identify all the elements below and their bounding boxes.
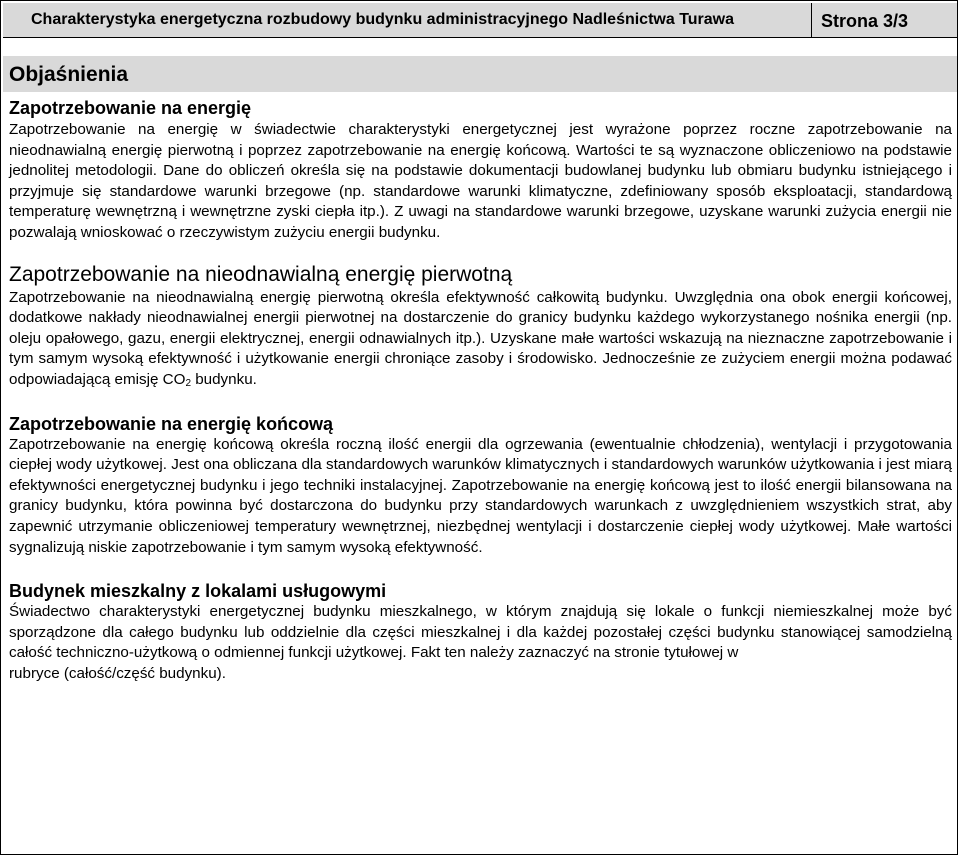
paragraph-energy-demand: Zapotrzebowanie na energię w świadectwie charakterystyki energetycznej jest wyrażone poprzez roczne zapotrzebowanie na nieodnawialną energię pierwotną i poprzez zapotrzebowanie na energię końcową. Wartości te są wyznaczone obliczeniowo na podstawie jednolitej metodologii. Dane do obliczeń określa się na podstawie dokumentacji budowlanej budynku lub obmiaru budynku istniejącego i przyjmuje się standardowe warunki brzegowe (np. standardowe warunki klimatyczne, zdefiniowany sposób eksploatacji, standardową temperaturę wewnętrzną i wewnętrzne zyski ciepła itp.). Z uwagi na standardowe warunki brzegowe, uzyskane warunki zużycia energii nie pozwalają wnioskować o rzeczywistym zużyciu energii budynku. <box>9 121 952 241</box>
section-band <box>3 56 957 92</box>
document-title: Charakterystyka energetyczna rozbudowy budynku administracyjnego Nadleśnictwa Turawa <box>31 11 735 28</box>
band-title: Objaśnienia <box>9 63 129 86</box>
page-header <box>3 3 957 38</box>
heading-energy-demand: Zapotrzebowanie na energię <box>9 98 252 118</box>
header-divider <box>811 3 812 37</box>
heading-mixed-use-building: Budynek mieszkalny z lokalami usługowymi <box>9 581 387 602</box>
paragraph-primary-energy <box>9 288 952 391</box>
paragraph-final-energy: Zapotrzebowanie na energię końcową określa roczną ilość energii dla ogrzewania (ewentualnie chłodzenia), wentylacji i przygotowania ciepłej wody użytkowej. Jest ona obliczana dla standardowych warunków klimatycznych i standardowych warunków użytkowania i jest miarą efektywności energetycznej budynku i jego techniki instalacyjnej. Zapotrzebowanie na energię końcową jest to ilość energii bilansowana na granicy budynku, która powinna być dostarczona do budynku przy standardowych warunkach z uwzględnieniem wszystkich strat, aby zapewnić utrzymanie obliczeniowej temperatury wewnętrznej, niezbędnej wentylacji i dostarczenie ciepłej wody użytkowej. Małe wartości sygnalizują niskie zapotrzebowanie i tym samym wysoką efektywność. <box>9 435 952 556</box>
co2-subscript: 2 <box>185 377 191 389</box>
heading-primary-energy: Zapotrzebowanie na nieodnawialną energię pierwotną <box>9 262 513 286</box>
paragraph-mixed-use-text: Świadectwo charakterystyki energetycznej budynku mieszkalnego, w którym znajdują się lokale o funkcji niemieszkalnej może być sporządzone dla całego budynku lub oddzielnie dla części mieszkalnej i dla każdej pozostałej części budynku stanowiącej samodzielną całość techniczno-użytkową o odmiennej funkcji użytkowej. Fakt ten należy zaznaczyć na stronie tytułowej w <box>9 603 952 662</box>
paragraph-mixed-use-building <box>9 602 952 684</box>
heading-final-energy: Zapotrzebowanie na energię końcową <box>9 413 334 434</box>
paragraph-primary-energy-end: budynku. <box>191 370 257 388</box>
paragraph-mixed-use-end: rubryce (całość/część budynku). <box>9 664 226 682</box>
page-number: Strona 3/3 <box>821 11 909 31</box>
explanations-content <box>9 97 952 684</box>
paragraph-primary-energy-text: Zapotrzebowanie na nieodnawialną energię pierwotną określa efektywność całkowitą budynku. Uwzględnia ona obok energii końcowej, dodatkowe nakłady nieodnawialnej energii pierwotnej na dostarczenie do granicy budynku każdego wykorzystanego nośnika energii (np. oleju opałowego, gazu, energii elektrycznej, energii odnawialnych itp.). Uzyskane małe wartości wskazują na nieznaczne zapotrzebowanie i tym samym wysoką efektywność i użytkowanie energii chroniące zasoby i środowisko. Jednocześnie ze zużyciem energii można podawać odpowiadającą emisję CO <box>9 288 952 388</box>
